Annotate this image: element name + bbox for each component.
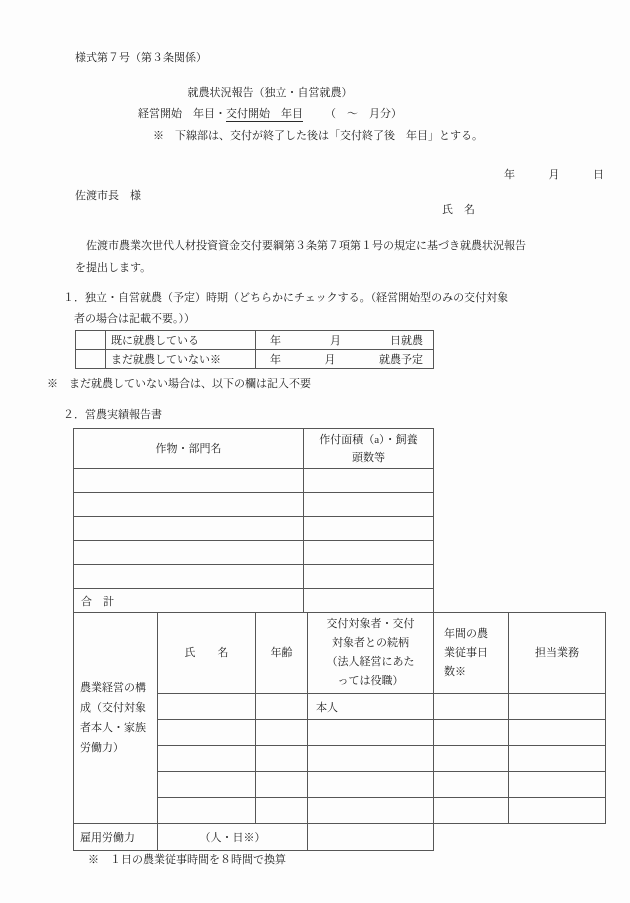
crop-name-header: 作物・部門名 [74, 429, 304, 469]
crop-name-cell[interactable] [74, 493, 304, 517]
area-cell[interactable] [304, 541, 434, 565]
table-void [434, 824, 606, 851]
crop-row [74, 541, 434, 565]
duty-header: 担当業務 [509, 613, 606, 694]
relation-cell[interactable] [308, 798, 434, 824]
name-cell[interactable] [158, 772, 256, 798]
farming-status-table [75, 330, 434, 369]
days-cell[interactable] [434, 772, 509, 798]
crop-name-cell[interactable] [74, 469, 304, 493]
relation-self-cell: 本人 [308, 694, 434, 720]
area-cell[interactable] [304, 469, 434, 493]
month-label: 月 [324, 354, 336, 366]
addressee: 佐渡市長 様 [75, 190, 141, 202]
days-cell[interactable] [434, 798, 509, 824]
crop-row [74, 469, 434, 493]
status-row-not-started [76, 350, 434, 369]
crop-row [74, 565, 434, 589]
age-cell[interactable] [256, 746, 308, 772]
planned-label: 就農予定 [379, 354, 423, 366]
employment-value-cell[interactable] [308, 824, 434, 851]
days-cell[interactable] [434, 746, 509, 772]
relation-cell[interactable] [308, 772, 434, 798]
crop-name-cell[interactable] [74, 517, 304, 541]
status-date-started[interactable] [256, 331, 434, 350]
age-cell[interactable] [256, 720, 308, 746]
duty-cell[interactable] [509, 798, 606, 824]
month-label: 月 [330, 335, 341, 347]
status-row-started [76, 331, 434, 350]
age-header: 年齢 [256, 613, 308, 694]
days-cell[interactable] [434, 694, 509, 720]
crop-total-row [74, 589, 434, 613]
date-day-label: 日 [593, 169, 604, 181]
underline-note: ※ 下線部は、交付が終了した後は「交付終了後 年目」とする。 [153, 130, 483, 142]
duty-cell[interactable] [509, 694, 606, 720]
section2-note: ※ １日の農業従事時間を８時間で換算 [88, 854, 286, 866]
relation-header: 交付対象者・交付対象者との続柄（法人経営にあたっては役職） [308, 613, 434, 694]
crop-row [74, 493, 434, 517]
status-label-started: 既に就農している [106, 331, 256, 350]
total-area-cell[interactable] [304, 589, 434, 613]
intro-paragraph: 佐渡市農業次世代人材投資資金交付要綱第３条第７項第１号の規定に基づき就農状況報告を提出します。 [75, 240, 526, 274]
status-date-not-started[interactable] [256, 350, 434, 369]
day-started-label: 日就農 [390, 335, 423, 347]
document-title: 就農状況報告（独立・自営就農） [187, 87, 353, 99]
area-cell[interactable] [304, 565, 434, 589]
area-header: 作付面積（a）・飼養頭数等 [304, 429, 434, 469]
year-label: 年 [270, 335, 281, 347]
crop-row [74, 517, 434, 541]
total-label: 合 計 [74, 589, 304, 613]
name-cell[interactable] [158, 694, 256, 720]
age-cell[interactable] [256, 772, 308, 798]
days-cell[interactable] [434, 720, 509, 746]
employment-unit: （人・日※） [158, 824, 308, 851]
name-cell[interactable] [158, 746, 256, 772]
subtitle-period: （ ～ 月分） [325, 108, 402, 120]
labor-table [73, 612, 606, 851]
relation-cell[interactable] [308, 720, 434, 746]
relation-cell[interactable] [308, 746, 434, 772]
age-cell[interactable] [256, 694, 308, 720]
days-header: 年間の農業従事日数※ [434, 613, 509, 694]
section1-heading-line1: １．独立・自営就農（予定）時期（どちらかにチェックする。（経営開始型のみの交付対象 [63, 292, 509, 304]
crop-table-header [74, 429, 434, 469]
employment-row [74, 824, 606, 851]
crop-table [73, 428, 434, 613]
name-header: 氏 名 [158, 613, 256, 694]
subtitle-prefix: 経営開始 年目・ [138, 108, 226, 120]
area-cell[interactable] [304, 493, 434, 517]
name-cell[interactable] [158, 798, 256, 824]
date-line [504, 166, 604, 182]
section1-heading-line2: 者の場合は記載不要。）） [74, 313, 195, 325]
area-cell[interactable] [304, 517, 434, 541]
age-cell[interactable] [256, 798, 308, 824]
checkbox-cell-not-started[interactable] [76, 350, 106, 369]
duty-cell[interactable] [509, 720, 606, 746]
form-number: 様式第７号（第３条関係） [75, 52, 207, 64]
name-cell[interactable] [158, 720, 256, 746]
status-label-not-started: まだ就農していない※ [106, 350, 256, 369]
duty-cell[interactable] [509, 746, 606, 772]
subtitle-underlined: 交付開始 年目 [226, 108, 303, 120]
crop-name-cell[interactable] [74, 541, 304, 565]
name-label: 氏 名 [442, 204, 475, 216]
section2-heading: ２．営農実績報告書 [63, 409, 162, 421]
date-year-label: 年 [504, 169, 515, 181]
duty-cell[interactable] [509, 772, 606, 798]
section1-note: ※ まだ就農していない場合は、以下の欄は記入不要 [47, 378, 311, 390]
employment-label: 雇用労働力 [74, 824, 158, 851]
document-subtitle [0, 105, 540, 121]
crop-name-cell[interactable] [74, 565, 304, 589]
checkbox-cell-started[interactable] [76, 331, 106, 350]
year-label: 年 [270, 354, 281, 366]
labor-group-label: 農業経営の構成（交付対象者本人・家族労働力） [74, 613, 158, 824]
date-month-label: 月 [548, 169, 560, 181]
labor-table-header [74, 613, 606, 694]
